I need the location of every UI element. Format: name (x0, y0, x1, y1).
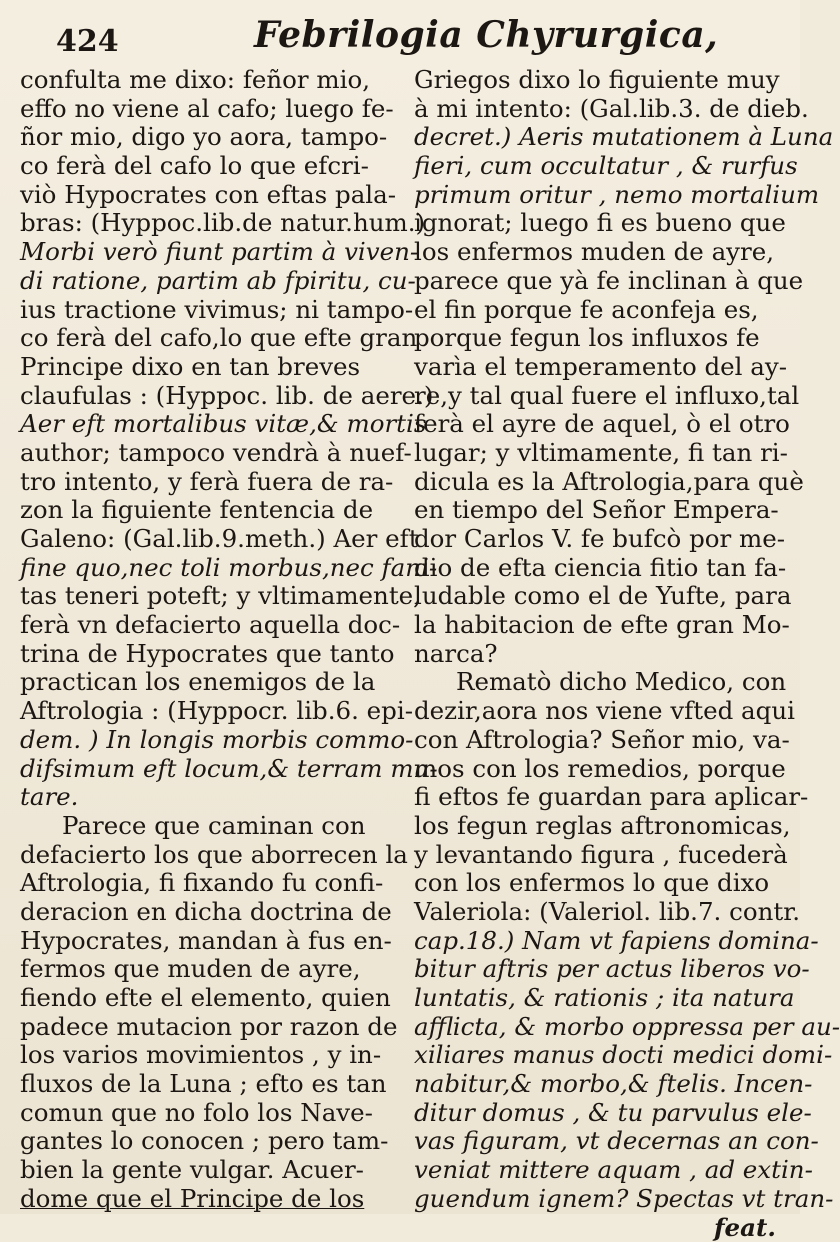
text-line: ditur domus , & tu parvulus ele- (414, 1099, 786, 1128)
text-line: Aer eft mortalibus vitæ,& mortis (20, 410, 382, 439)
text-line: los varios movimientos , y in- (20, 1041, 382, 1070)
text-line: mos con los remedios, porque (414, 755, 786, 784)
text-line: di ratione, partim ab fpiritu, cu- (20, 267, 382, 296)
text-line: porque fegun los influxos fe (414, 324, 786, 353)
text-line: Valeriola: (Valeriol. lib.7. contr. (414, 898, 786, 927)
text-line: con Aftrologia? Señor mio, va- (414, 726, 786, 755)
text-line: fluxos de la Luna ; efto es tan (20, 1070, 382, 1099)
text-line: Aftrologia, fi fixando fu confi- (20, 869, 382, 898)
text-line: Griegos dixo lo figuiente muy (414, 66, 786, 95)
text-line: co ferà del cafo,lo que efte gran (20, 324, 382, 353)
text-line: xiliares manus docti medici domi- (414, 1041, 786, 1070)
text-line: cap.18.) Nam vt fapiens domina- (414, 927, 786, 956)
text-line: lugar; y vltimamente, fi tan ri- (414, 439, 786, 468)
text-line: veniat mittere aquam , ad extin- (414, 1156, 786, 1185)
text-line: el fin porque fe aconfeja es, (414, 296, 786, 325)
text-line: Aftrologia : (Hyppocr. lib.6. epi- (20, 697, 382, 726)
text-line: parece que yà fe inclinan à que (414, 267, 786, 296)
text-line: afflicta, & morbo oppressa per au- (414, 1013, 786, 1042)
text-line: difsimum eft locum,& terram mu- (20, 755, 382, 784)
text-line: los enfermos muden de ayre, (414, 238, 786, 267)
text-line: con los enfermos lo que dixo (414, 869, 786, 898)
page-number: 424 (56, 24, 119, 59)
text-line: à mi intento: (Gal.lib.3. de dieb. (414, 95, 786, 124)
text-line: trina de Hypocrates que tanto (20, 640, 382, 669)
text-line: deracion en dicha doctrina de (20, 898, 382, 927)
text-line: comun que no folo los Nave- (20, 1099, 382, 1128)
text-line: Principe dixo en tan breves (20, 353, 382, 382)
text-line: author; tampoco vendrà à nuef- (20, 439, 382, 468)
text-line: vas figuram, vt decernas an con- (414, 1127, 786, 1156)
text-line: practican los enemigos de la (20, 668, 382, 697)
text-line: tro intento, y ferà fuera de ra- (20, 468, 382, 497)
text-line: primum oritur , nemo mortalium (414, 181, 786, 210)
text-line: bitur aftris per actus liberos vo- (414, 955, 786, 984)
text-line: re,y tal qual fuere el influxo,tal (414, 382, 786, 411)
text-line: guendum ignem? Spectas vt tran- (414, 1185, 786, 1214)
text-line: dio de efta ciencia fitio tan fa- (414, 554, 786, 583)
text-line: co ferà del cafo lo que efcri- (20, 152, 382, 181)
text-line: bras: (Hyppoc.lib.de natur.hum.) (20, 209, 382, 238)
text-line: fermos que muden de ayre, (20, 955, 382, 984)
text-line: defacierto los que aborrecen la (20, 841, 382, 870)
text-line: dem. ) In longis morbis commo- (20, 726, 382, 755)
text-line: nabitur,& morbo,& ftelis. Incen- (414, 1070, 786, 1099)
text-line: ius tractione vivimus; ni tampo- (20, 296, 382, 325)
text-line: ferà el ayre de aquel, ò el otro (414, 410, 786, 439)
text-line: zon la figuiente fentencia de (20, 496, 382, 525)
text-line: confulta me dixo: feñor mio, (20, 66, 382, 95)
text-line: narca? (414, 640, 786, 669)
right-text-column (414, 66, 786, 1206)
text-line: la habitacion de efte gran Mo- (414, 611, 786, 640)
running-title: Febrilogia Chyrurgica, (254, 14, 718, 56)
text-line: fiendo efte el elemento, quien (20, 984, 382, 1013)
text-line: feat. (414, 1214, 786, 1242)
text-line: bien la gente vulgar. Acuer- (20, 1156, 382, 1185)
text-line: effo no viene al cafo; luego fe- (20, 95, 382, 124)
text-line: viò Hypocrates con eftas pala- (20, 181, 382, 210)
text-line: los fegun reglas aftronomicas, (414, 812, 786, 841)
text-line: Galeno: (Gal.lib.9.meth.) Aer eft (20, 525, 382, 554)
text-line: luntatis, & rationis ; ita natura (414, 984, 786, 1013)
text-line: en tiempo del Señor Empera- (414, 496, 786, 525)
text-line: fine quo,nec toli morbus,nec fani- (20, 554, 382, 583)
text-line: decret.) Aeris mutationem à Luna (414, 123, 786, 152)
text-line: ludable como el de Yufte, para (414, 582, 786, 611)
text-line: tare. (20, 783, 382, 812)
left-text-column (20, 66, 382, 1206)
text-line: fieri, cum occultatur , & rurfus (414, 152, 786, 181)
page-header (56, 10, 760, 62)
text-line: ignorat; luego fi es bueno que (414, 209, 786, 238)
text-line: y levantando figura , fucederà (414, 841, 786, 870)
text-line: dome que el Principe de los (20, 1185, 382, 1214)
text-line: tas teneri poteft; y vltimamente, (20, 582, 382, 611)
text-line: Parece que caminan con (20, 812, 382, 841)
text-line: padece mutacion por razon de (20, 1013, 382, 1042)
text-line: ñor mio, digo yo aora, tampo- (20, 123, 382, 152)
text-line: dicula es la Aftrologia,para què (414, 468, 786, 497)
text-line: claufulas : (Hyppoc. lib. de aere.) (20, 382, 382, 411)
text-line: dezir,aora nos viene vfted aqui (414, 697, 786, 726)
text-line: varìa el temperamento del ay- (414, 353, 786, 382)
text-line: ferà vn defacierto aquella doc- (20, 611, 382, 640)
text-line: Hypocrates, mandan à fus en- (20, 927, 382, 956)
text-line: fi eftos fe guardan para aplicar- (414, 783, 786, 812)
text-line: Rematò dicho Medico, con (414, 668, 786, 697)
text-line: gantes lo conocen ; pero tam- (20, 1127, 382, 1156)
text-line: Morbi verò fiunt partim à viven- (20, 238, 382, 267)
text-line: dor Carlos V. fe bufcò por me- (414, 525, 786, 554)
